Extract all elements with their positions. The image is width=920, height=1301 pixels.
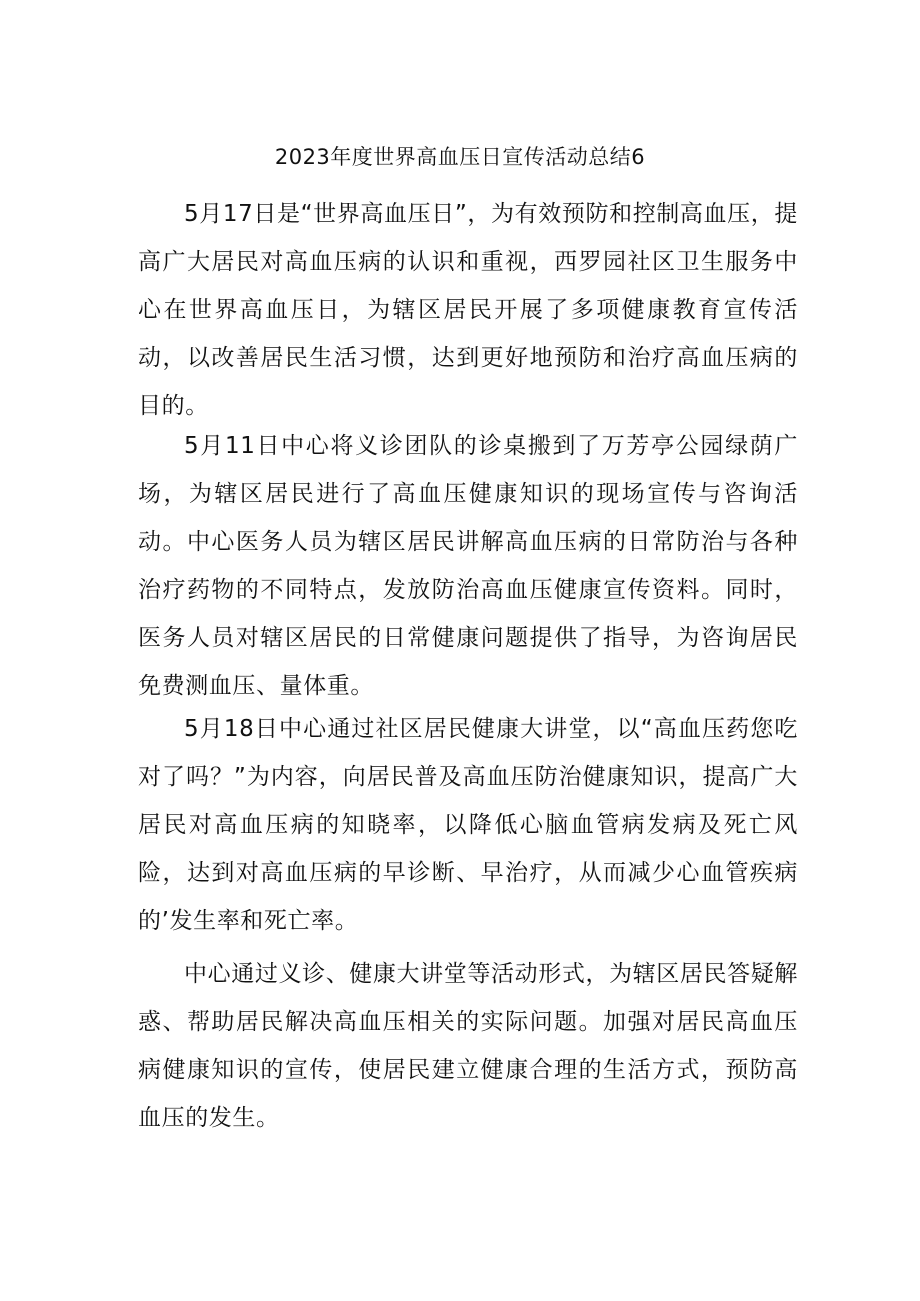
paragraph-summary: 中心通过义诊、健康大讲堂等活动形式，为辖区居民答疑解惑、帮助居民解决高血压相关的实际问题。加强对居民高血压病健康知识的宣传，使居民建立健康合理的生活方式，预防高血压的发生。	[138, 961, 798, 1131]
paragraph-health-lecture: 5月18日中心通过社区居民健康大讲堂，以“高血压药您吃对了吗？”为内容，向居民普及高血压防治健康知识，提高广大居民对高血压病的知晓率，以降低心脑血管病发病及死亡风险，达到对高血压病的早诊断、早治疗，从而减少心血管疾病的’发生率和死亡率。	[138, 716, 798, 934]
paragraph-free-clinic-event: 5月11日中心将义诊团队的诊桌搬到了万芳亭公园绿荫广场，为辖区居民进行了高血压健康知识的现场宣传与咨询活动。中心医务人员为辖区居民讲解高血压病的日常防治与各种治疗药物的不同特点，发放防治高血压健康宣传资料。同时，医务人员对辖区居民的日常健康问题提供了指导，为咨询居民免费测血压、量体重。	[138, 433, 798, 699]
paragraph-world-hypertension-day: 5月17日是“世界高血压日”，为有效预防和控制高血压，提高广大居民对高血压病的认识和重视，西罗园社区卫生服务中心在世界高血压日，为辖区居民开展了多项健康教育宣传活动，以改善居民生活习惯，达到更好地预防和治疗高血压病的目的。	[138, 201, 798, 419]
document-title: 2023年度世界高血压日宣传活动总结6	[274, 145, 646, 169]
